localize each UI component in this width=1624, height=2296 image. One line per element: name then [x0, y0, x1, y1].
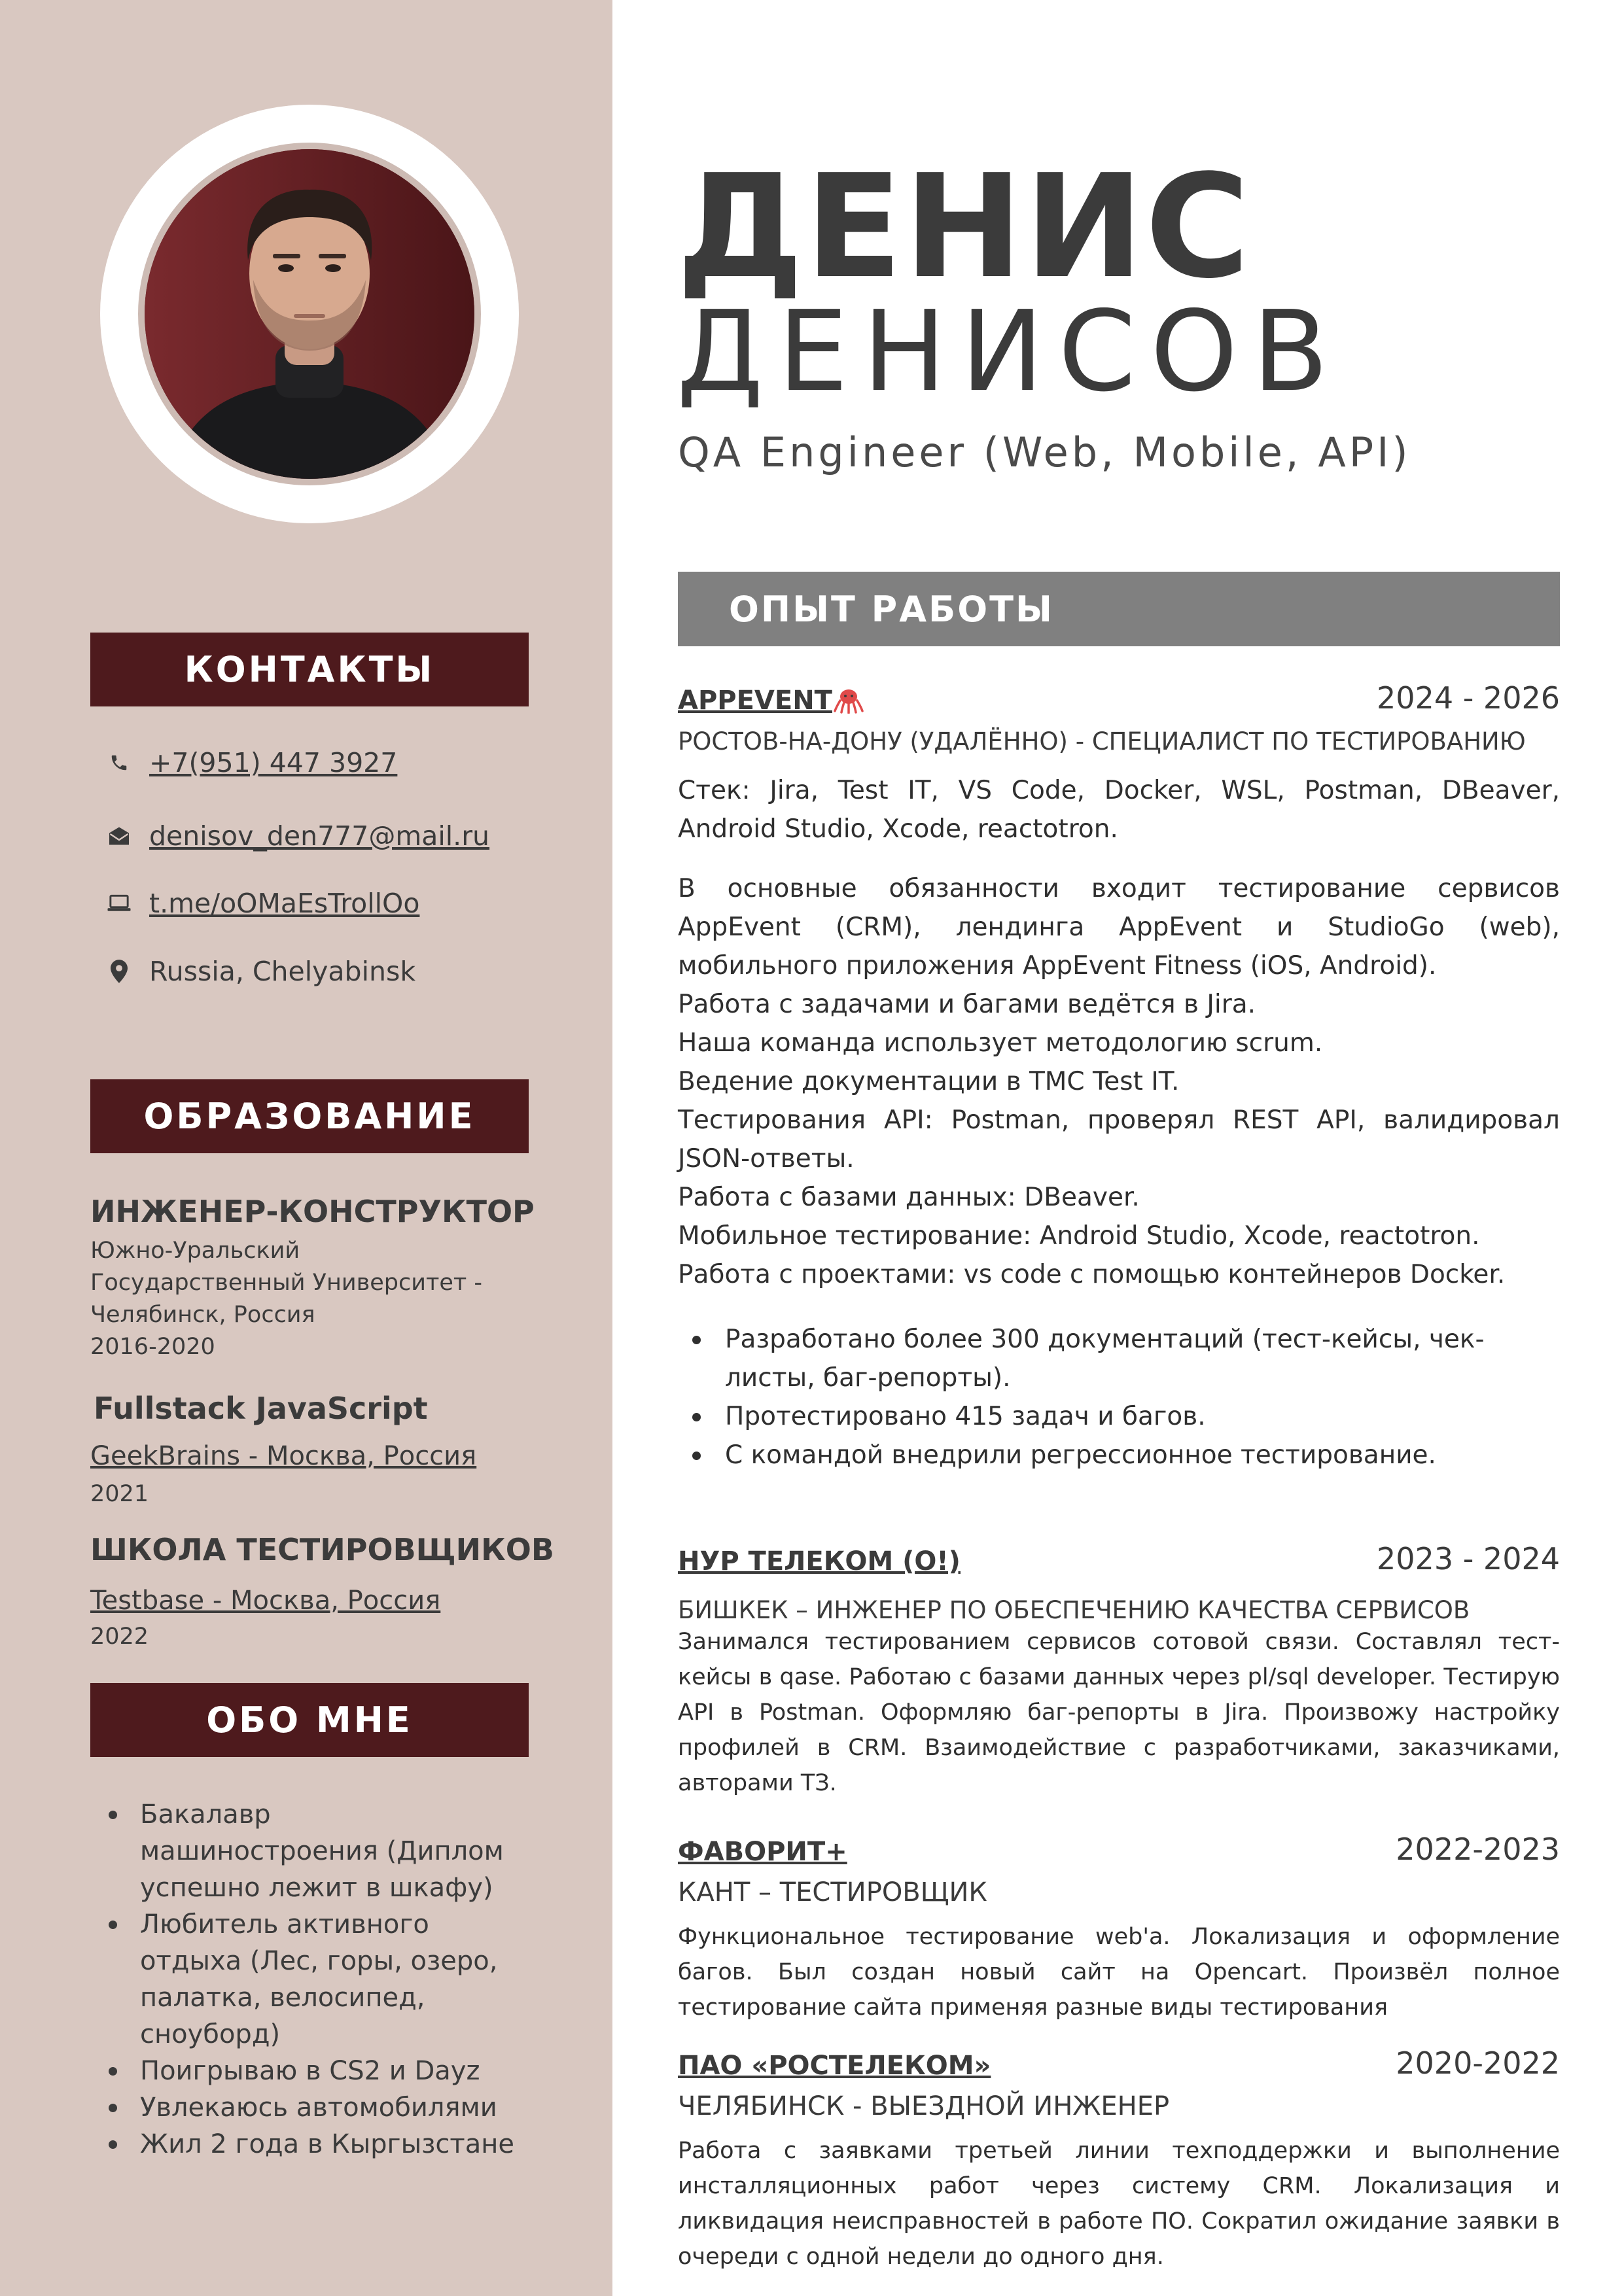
job-api: Тестирования API: Postman, проверял REST API, валидировал JSON-ответы. — [678, 1105, 1560, 1174]
job-title: QA Engineer (Web, Mobile, API) — [678, 428, 1411, 476]
job-rostelecom — [678, 2045, 1560, 2274]
about-line: отдыха (Лес, горы, озеро, — [140, 1946, 498, 1976]
list-item — [106, 2089, 564, 2126]
email-link[interactable]: denisov_den777@mail.ru — [149, 820, 490, 852]
education-title-fullstack: Fullstack JavaScript — [94, 1391, 428, 1426]
list-item — [106, 2126, 564, 2163]
contact-location — [105, 956, 415, 987]
job-period: 2022-2023 — [1396, 1832, 1560, 1867]
job-duties-2 — [678, 1178, 1560, 1294]
about-line: Увлекаюсь автомобилями — [140, 2093, 497, 2123]
job-role: БИШКЕК – ИНЖЕНЕР ПО ОБЕСПЕЧЕНИЮ КАЧЕСТВА СЕРВИСОВ — [678, 1596, 1470, 1624]
job-duties — [678, 985, 1560, 1101]
company-name[interactable]: ПАО «РОСТЕЛЕКОМ» — [678, 2051, 991, 2081]
duty-line: Работа с проектами: vs code с помощью контейнеров Docker. — [678, 1260, 1506, 1289]
sidebar — [0, 0, 612, 2296]
first-name: ДЕНИС — [677, 145, 1251, 310]
list-item: Разработано более 300 документаций (тест-кейсы, чек-листы, баг-репорты). — [678, 1320, 1560, 1397]
job-period: 2024 - 2026 — [1377, 680, 1560, 716]
about-line: Жил 2 года в Кыргызстане — [140, 2129, 514, 2159]
duty-line: Мобильное тестирование: Android Studio, Xcode, reactotron. — [678, 1221, 1480, 1251]
job-period: 2020-2022 — [1396, 2045, 1560, 2081]
education-line: Государственный Университет - — [90, 1270, 483, 1296]
about-line: палатка, велосипед, — [140, 1983, 425, 2013]
job-favorit — [678, 1832, 1560, 2025]
contacts-heading: КОНТАКТЫ — [90, 633, 529, 706]
job-stack: Стек: Jira, Test IT, VS Code, Docker, WSL, Postman, DBeaver, Android Studio, Xcode, reactotron. — [678, 776, 1560, 844]
education-title-testing-school: ШКОЛА ТЕСТИРОВЩИКОВ — [90, 1532, 554, 1567]
profile-photo — [138, 143, 481, 485]
duty-line: Работа с базами данных: DBeaver. — [678, 1183, 1140, 1212]
laptop-icon — [105, 889, 133, 918]
job-role: ЧЕЛЯБИНСК - ВЫЕЗДНОЙ ИНЖЕНЕР — [678, 2091, 1170, 2121]
education-line: Челябинск, Россия — [90, 1302, 315, 1328]
last-name: ДЕНИСОВ — [677, 287, 1343, 417]
education-year-2021: 2021 — [90, 1481, 149, 1507]
duty-line: Ведение документации в TMC Test IT. — [678, 1067, 1180, 1096]
contact-telegram[interactable] — [105, 888, 419, 919]
octopus-icon — [832, 687, 865, 714]
location-pin-icon — [105, 957, 133, 986]
list-item — [106, 1906, 564, 2053]
about-line: успешно лежит в шкафу) — [140, 1873, 493, 1903]
company-name[interactable]: ФАВОРИТ+ — [678, 1837, 847, 1867]
job-description: Работа с заявками третьей линии техподдержки и выполнение инсталляционных работ через систему CRM. Локализация и ликвидация неисправностей в работе ПО. Сократил ожидание заявки в очереди с одной недели до одного дня. — [678, 2138, 1560, 2270]
education-title-engineer: ИНЖЕНЕР-КОНСТРУКТОР — [90, 1194, 535, 1229]
job-achievements — [678, 1320, 1560, 1474]
about-line: Поигрываю в CS2 и Dayz — [140, 2056, 480, 2086]
telegram-link[interactable]: t.me/oOMaEsTrollOo — [149, 888, 420, 919]
contact-phone[interactable] — [105, 747, 397, 778]
list-item: Протестировано 415 задач и багов. — [678, 1397, 1560, 1436]
portrait-illustration — [145, 149, 474, 479]
education-years: 2016-2020 — [90, 1334, 215, 1360]
job-role: РОСТОВ-НА-ДОНУ (УДАЛЁННО) - СПЕЦИАЛИСТ ПО ТЕСТИРОВАНИЮ — [678, 727, 1526, 756]
job-role: КАНТ – ТЕСТИРОВЩИК — [678, 1877, 987, 1907]
about-list — [106, 1796, 564, 2163]
list-item: С командой внедрили регрессионное тестирование. — [678, 1436, 1560, 1474]
list-item — [106, 2053, 564, 2089]
about-line: Бакалавр — [140, 1800, 271, 1830]
phone-icon — [105, 748, 133, 777]
job-appevent — [678, 680, 1560, 1474]
job-description: Занимался тестированием сервисов сотовой связи. Составлял тест-кейсы в qase. Работаю с базами данных через pl/sql developer. Тестирую API в Postman. Оформляю баг-репорты в Jira. Произвожу настройку профилей в CRM. Взаимодействие с разработчиками, заказчиками, авторами ТЗ. — [678, 1629, 1560, 1796]
education-year-2022: 2022 — [90, 1624, 149, 1650]
education-line: Южно-Уральский — [90, 1238, 300, 1264]
location-text: Russia, Chelyabinsk — [149, 956, 416, 987]
experience-heading: ОПЫТ РАБОТЫ — [678, 572, 1560, 646]
about-heading: ОБО МНЕ — [90, 1683, 529, 1757]
envelope-icon — [105, 822, 133, 850]
main-content — [612, 0, 1624, 2296]
about-line: сноуборд) — [140, 2019, 281, 2049]
list-item — [106, 1796, 564, 1906]
company-name[interactable] — [678, 686, 865, 716]
job-description: Функциональное тестирование web'a. Локализация и оформление багов. Был создан новый сайт на Opencart. Произвёл полное тестирование сайта применяя разные виды тестирования — [678, 1924, 1560, 2021]
education-link-testbase[interactable]: Testbase - Москва, Россия — [90, 1586, 441, 1616]
education-details-susu — [90, 1235, 482, 1363]
job-intro: В основные обязанности входит тестирование сервисов AppEvent (CRM), лендинга AppEvent и StudioGo (web), мобильного приложения AppEvent Fitness (iOS, Android). — [678, 874, 1560, 981]
duty-line: Наша команда использует методологию scrum. — [678, 1028, 1323, 1058]
profile-photo-frame — [100, 105, 519, 523]
job-period: 2023 - 2024 — [1377, 1541, 1560, 1576]
education-link-geekbrains[interactable]: GeekBrains - Москва, Россия — [90, 1441, 477, 1471]
company-label: APPEVENT — [678, 686, 832, 716]
phone-link[interactable]: +7(951) 447 3927 — [149, 747, 398, 778]
company-name[interactable]: НУР ТЕЛЕКОМ (О!) — [678, 1546, 961, 1576]
contact-email[interactable] — [105, 820, 489, 852]
about-line: Любитель активного — [140, 1909, 429, 1939]
education-heading: ОБРАЗОВАНИЕ — [90, 1079, 529, 1153]
about-line: машиностроения (Диплом — [140, 1836, 504, 1866]
job-nur-telecom — [678, 1541, 1560, 1801]
duty-line: Работа с задачами и багами ведётся в Jira. — [678, 990, 1256, 1019]
